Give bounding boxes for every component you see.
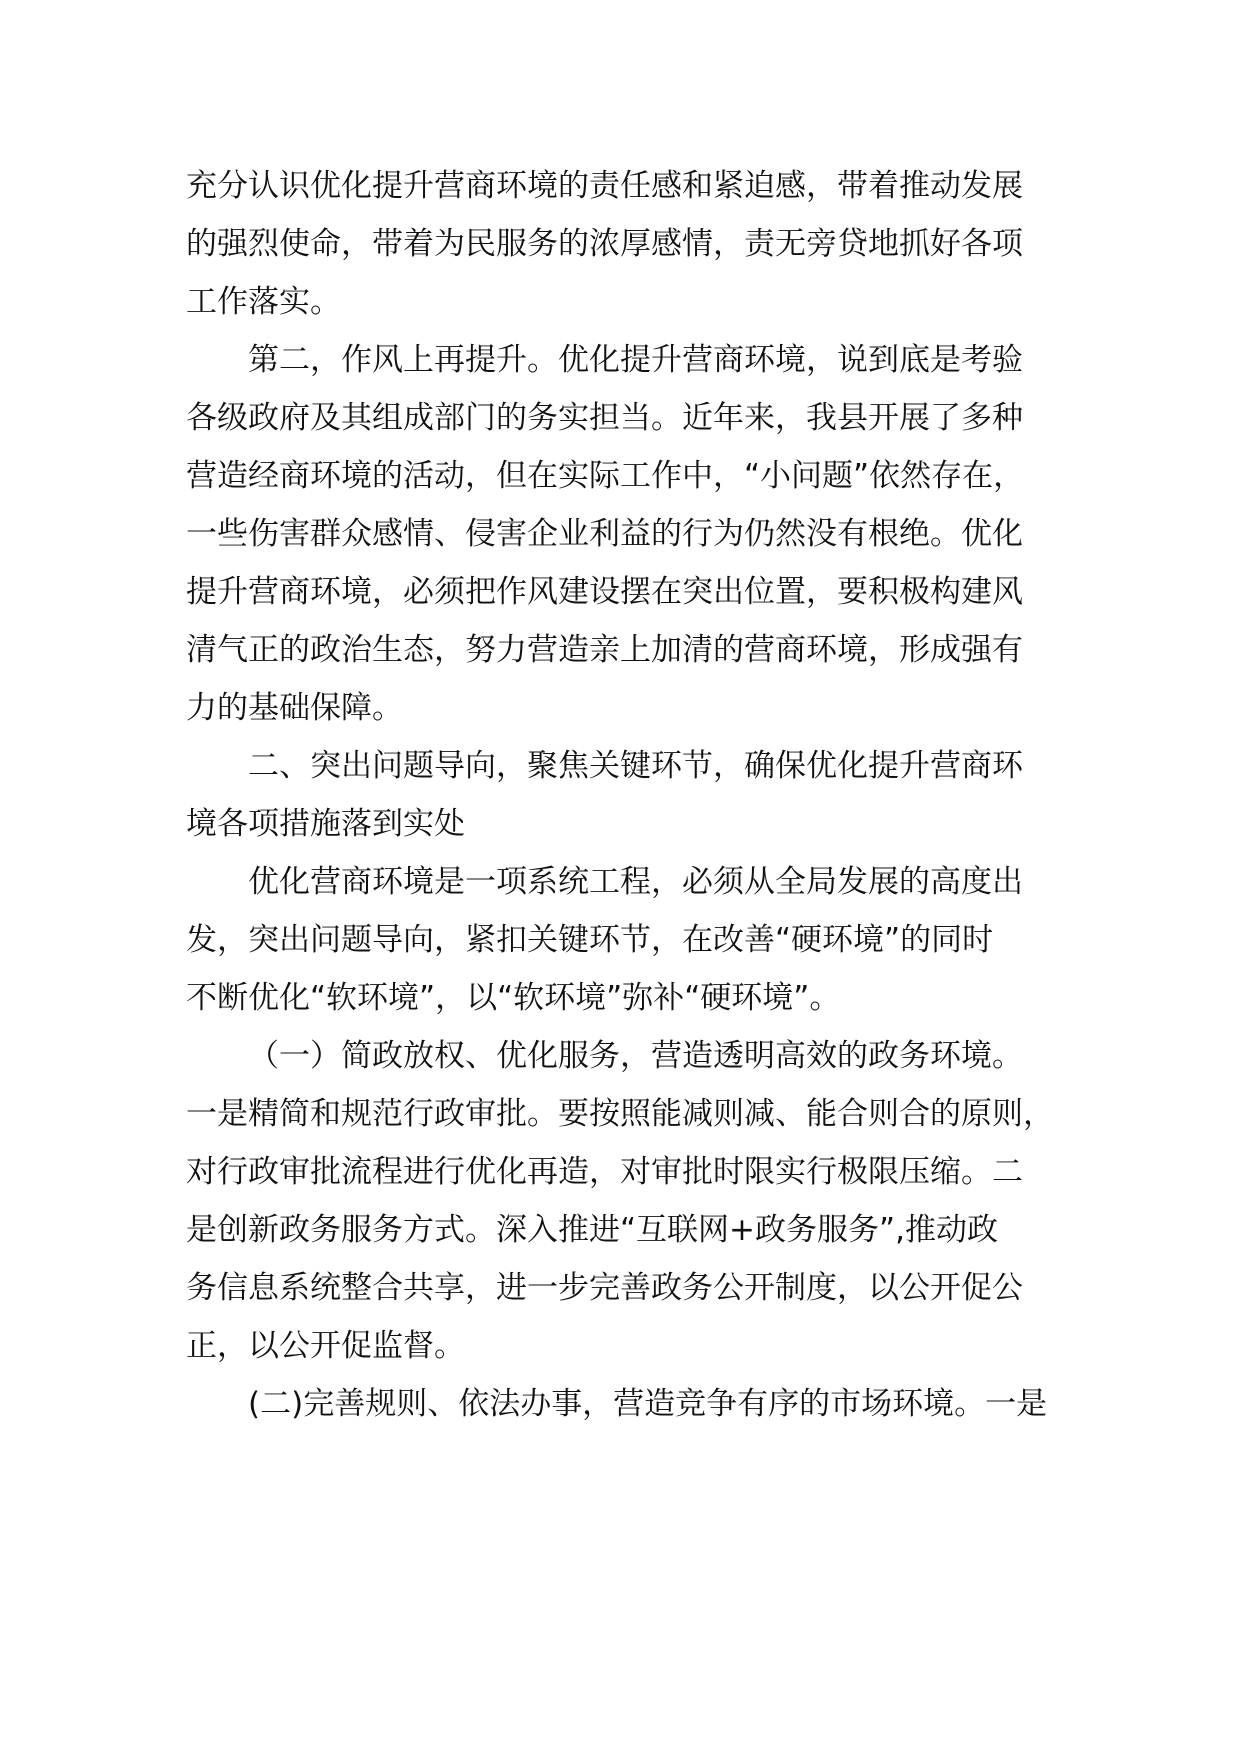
text-line: 的强烈使命，带着为民服务的浓厚感情，责无旁贷地抓好各项	[186, 226, 1023, 262]
text-line: 第二，作风上再提升。优化提升营商环境，说到底是考验	[248, 342, 1023, 378]
section-heading: 二、突出问题导向，聚焦关键环节，确保优化提升营商环	[248, 748, 1023, 784]
text-line: 不断优化“软环境”，以“软环境”弥补“硬环境”。	[186, 980, 841, 1016]
text-line: 工作落实。	[186, 284, 341, 320]
text-line: 正，以公开促监督。	[186, 1328, 465, 1364]
text-line: 一些伤害群众感情、侵害企业利益的行为仍然没有根绝。优化	[186, 516, 1023, 552]
text-line: 一是精简和规范行政审批。要按照能减则减、能合则合的原则，	[186, 1096, 1054, 1132]
text-line: 发，突出问题导向，紧扣关键环节，在改善“硬环境”的同时	[186, 922, 994, 958]
text-line: 是创新政务服务方式。深入推进“互联网+政务服务”,推动政	[186, 1212, 998, 1248]
text-line: 清气正的政治生态，努力营造亲上加清的营商环境，形成强有	[186, 632, 1023, 668]
text-line: 充分认识优化提升营商环境的责任感和紧迫感，带着推动发展	[186, 168, 1023, 204]
subsection-heading: （一）简政放权、优化服务，营造透明高效的政务环境。	[248, 1038, 1023, 1074]
text-line: 力的基础保障。	[186, 690, 403, 726]
section-heading: 境各项措施落到实处	[186, 806, 465, 842]
text-line: 各级政府及其组成部门的务实担当。近年来，我县开展了多种	[186, 400, 1023, 436]
text-line: 营造经商环境的活动，但在实际工作中，“小问题”依然存在，	[186, 458, 1025, 494]
text-line: 务信息系统整合共享，进一步完善政务公开制度，以公开促公	[186, 1270, 1023, 1306]
text-line: 优化营商环境是一项系统工程，必须从全局发展的高度出	[248, 864, 1023, 900]
text-line: 提升营商环境，必须把作风建设摆在突出位置，要积极构建风	[186, 574, 1023, 610]
subsection-heading: (二)完善规则、依法办事，营造竞争有序的市场环境。一是	[248, 1386, 1048, 1422]
text-line: 对行政审批流程进行优化再造，对审批时限实行极限压缩。二	[186, 1154, 1023, 1190]
